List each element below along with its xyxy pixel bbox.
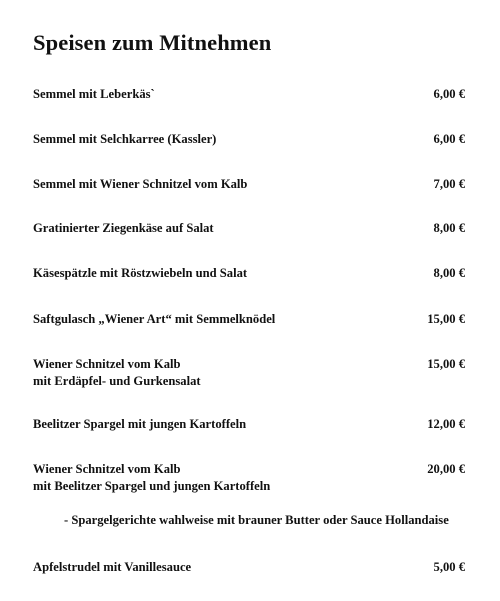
- menu-item-price: 6,00 €: [433, 132, 465, 146]
- menu-item-name: Semmel mit Wiener Schnitzel vom Kalb: [33, 177, 248, 191]
- menu-item-wiener-schnitzel-spargel: [33, 461, 465, 495]
- menu-item-price: 8,00 €: [433, 266, 465, 280]
- menu-item-name: Beelitzer Spargel mit jungen Kartoffeln: [33, 417, 247, 431]
- menu-item-name: Gratinierter Ziegenkäse auf Salat: [33, 221, 214, 235]
- menu-item-name: Semmel mit Leberkäs`: [33, 87, 155, 101]
- page-title: Speisen zum Mitnehmen: [33, 30, 272, 55]
- menu-item-price: 8,00 €: [433, 221, 465, 235]
- menu-item-selchkarree: [33, 131, 465, 148]
- menu-item-name: Apfelstrudel mit Vanillesauce: [33, 560, 192, 574]
- menu-item-name: Semmel mit Selchkarree (Kassler): [33, 132, 217, 146]
- menu-item-price: 20,00 €: [427, 462, 465, 476]
- menu-item-apfelstrudel: [33, 559, 465, 576]
- menu-item-name: Wiener Schnitzel vom Kalb: [33, 357, 181, 371]
- menu-item-schnitzel-semmel: [33, 176, 465, 193]
- menu-item-price: 7,00 €: [433, 177, 465, 191]
- menu-item-price: 5,00 €: [433, 560, 465, 574]
- menu-item-kaesespaetzle: [33, 265, 465, 282]
- menu-item-price: 15,00 €: [427, 357, 465, 371]
- menu-item-name: Saftgulasch „Wiener Art“ mit Semmelknödel: [33, 312, 276, 326]
- spargel-note: - Spargelgerichte wahlweise mit brauner Butter oder Sauce Hollandaise: [64, 513, 449, 527]
- menu-item-saftgulasch: [33, 311, 465, 328]
- menu-item-price: 15,00 €: [427, 312, 465, 326]
- menu-item-price: 12,00 €: [427, 417, 465, 431]
- menu-item-wiener-schnitzel-salat: [33, 356, 465, 390]
- menu-item-description: mit Beelitzer Spargel und jungen Kartoffeln: [33, 479, 271, 493]
- menu-item-ziegenkaese: [33, 220, 465, 237]
- menu-item-beelitzer-spargel: [33, 416, 465, 433]
- menu-item-description: mit Erdäpfel- und Gurkensalat: [33, 374, 201, 388]
- menu-item-price: 6,00 €: [433, 87, 465, 101]
- menu-item-name: Käsespätzle mit Röstzwiebeln und Salat: [33, 266, 248, 280]
- menu-item-name: Wiener Schnitzel vom Kalb: [33, 462, 181, 476]
- menu-item-leberkaes: [33, 86, 465, 103]
